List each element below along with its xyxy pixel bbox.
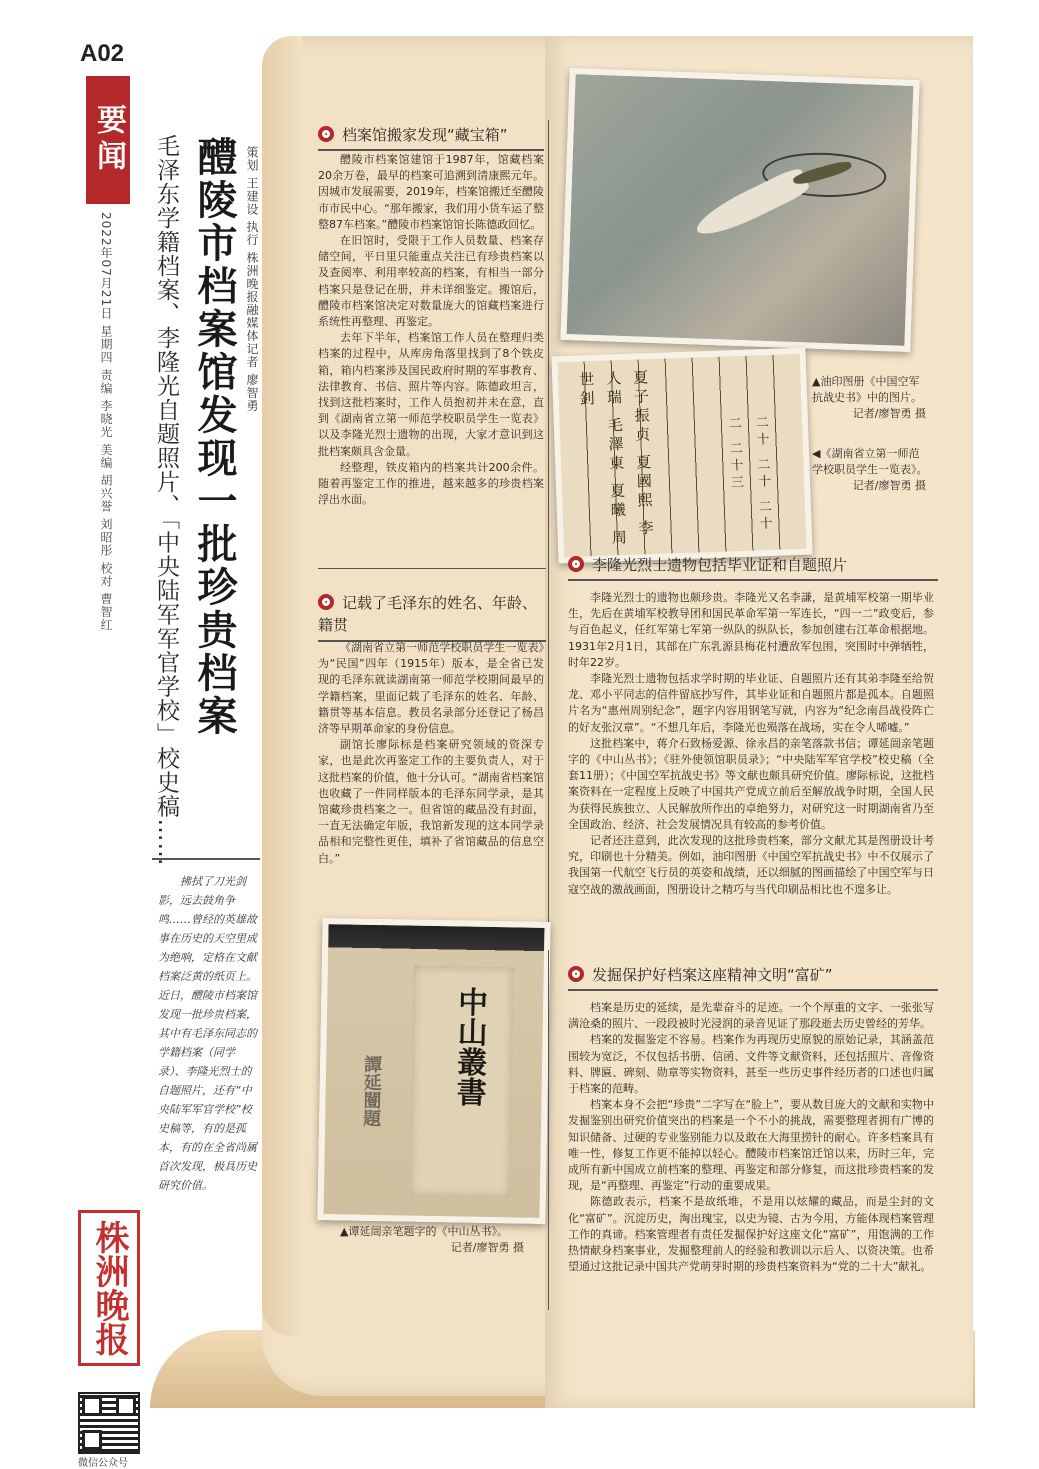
caption-text: ▲油印图册《中国空军抗战史书》中的图片。 (812, 375, 922, 404)
column-divider (548, 950, 549, 1310)
caption-credit: 记者/廖智勇 摄 (852, 479, 926, 492)
paragraph: 档案的发掘鉴定不容易。档案作为再现历史原貌的原始记录，其涵盖范围较为宽泛，不仅包括书册、信函、文件等文献资料，还包括照片、音像资料、牌匾、碑刻、勋章等实物资料，甚至一些历史事件经历者的口述也归属于档案的范畴。 (568, 1033, 934, 1096)
paragraph: 《湖南省立第一师范学校职员学生一览表》为“民国”四年（1915年）版本，是全省已发现的毛泽东就读湖南第一师范学校期间最早的学籍档案，里面记载了毛泽东的姓名、年龄、籍贯等基本信息。教员名录部分还登记了杨昌济等早期革命家的身份信息。 (318, 641, 544, 736)
section-body-1 (318, 152, 544, 508)
caption-text: ◀《湖南省立第一师范学校职员学生一览表》。 (812, 447, 928, 476)
paragraph: 陈德政表示，档案不是故纸堆，不是用以炫耀的藏品，而是尘封的文化“富矿”。沉淀历史，淘出瑰宝，以史为镜、古为今用，方能体现档案管理工作的真谛。档案管理者有责任发掘保护好这座文化“富矿”，用饱满的工作热情献身档案事业，发掘整理前人的经验和教训以示后人、以资决策。也希望通过这批记录中国共产党萌芽时期的珍贵档案资料为“党的二十大”献礼。 (568, 1195, 934, 1274)
paragraph: 记者还注意到，此次发现的这批珍贵档案，部分文献尤其是图册设计考究，印刷也十分精美。例如，油印图册《中国空军抗战史书》中不仅展示了我国第一代航空飞行员的英姿和战绩，还以细腻的图画描绘了中国空军与日寇空战的激战画面，图册设计之精巧与当代印刷品相比也不遑多让。 (568, 834, 934, 896)
intro-text: 拂拭了刀光剑影，远去鼓角争鸣……曾经的英雄故事在历史的天空里成为绝响，定格在文献档案泛黄的纸页上。近日，醴陵市档案馆发现一批珍贵档案，其中有毛泽东同志的学籍档案（同学录）、李隆光烈士的自题照片，还有“中央陆军军官学校”校史稿等，有的是孤本，有的在全省尚属首次发现，极具历史研究价值。 (158, 875, 257, 1192)
section-body-4 (568, 1000, 934, 1275)
paragraph: 去年下半年，档案馆工作人员在整理归类档案的过程中，从库房角落里找到了8个铁皮箱，箱内档案涉及国民政府时期的军事教育、法律教育、书信、照片等内容。陈德政坦言，找到这批档案时，工作人员抱初并未在意，直到《湖南省立第一师范学校职员学生一览表》以及李隆光烈士遗物的出现，大家才意识到这批档案颇具含金量。 (318, 331, 544, 458)
newspaper-logo: 株洲晚报 (78, 1210, 140, 1366)
roster-values: 二十 二十 二十二 二十三 (725, 414, 772, 534)
photo-zhongshan-book (317, 918, 550, 1224)
paragraph: 李隆光烈士的遗物也颇珍贵。李隆光又名李謙，是黄埔军校第一期毕业生，先后在黄埔军校教导团和国民革命军第一军连长，“四一二”政变后，参与百色起义，任红军第七军第一纵队的纵队长，参加创建右江革命根据地。1931年2月1日，其部在广东乳源县梅花村遭敌军包围，突围时中弹牺牲，时年22岁。 (568, 591, 934, 669)
subtitle: 毛泽东学籍档案、李隆光自题照片、「中央陆军军官学校」校史稿…… (153, 134, 179, 867)
paragraph: 档案本身不会把“珍贵”二字写在“脸上”，要从数目庞大的文献和实物中发掘鉴别出研究价值突出的档案是一个不小的挑战，需要整理者拥有广博的知识储备、过硬的专业鉴别能力以及敢在大海里捞针的耐心。许多档案具有唯一性，修复工作更不能掉以轻心。醴陵市档案馆迁馆以来，历时三年，完成所有新中国成立前档案的整理、再鉴定和部分修复，而这批珍贵档案的发现，是“再整理、再鉴定”行动的重要成果。 (568, 1098, 934, 1193)
headline: 醴陵市档案馆发现一批珍贵档案 (191, 136, 237, 738)
bullet-icon (568, 556, 584, 572)
dateline: 2022年07月21日 星期四 责编 李晓光 美编 胡兴誉 刘昭彤 校对 曹智红 (99, 212, 113, 632)
bullet-icon (318, 594, 334, 610)
paragraph: 副馆长廖际标是档案研究领域的资深专家，也是此次再鉴定工作的主要负责人，对于这批档案的价值，他十分认可。“湖南省档案馆也收藏了一件同样版本的毛泽东同学录，是其馆藏珍贵档案之一。但省馆的藏品没有封面，一直无法确定年版，我馆新发现的这本同学录品相和完整性更佳，填补了省馆藏品的信息空白。” (318, 738, 544, 865)
qr-label: 微信公众号 (78, 1458, 128, 1469)
paragraph: 经整理，铁皮箱内的档案共计200余件。随着再鉴定工作的推进，越来越多的珍贵档案浮出水面。 (318, 460, 544, 507)
paragraph: 李隆光烈士遗物包括求学时期的毕业证、自题照片还有其弟李隆至给贺龙、邓小平同志的信件留底抄写件，其毕业证和自题照片都是孤本。自题照片名为“惠州周别纪念”，题字内容用钢笔写就，内容为“纪念南昌战役阵亡的好友张汉章”。“不想几年后，李隆光也殒落在战场，实在令人唏嘘。” (568, 672, 934, 734)
section-heading-4: 发掘保护好档案这座精神文明“富矿” (568, 964, 938, 985)
qr-code[interactable] (78, 1392, 140, 1454)
section-heading-3: 李隆光烈士遗物包括毕业证和自题照片 (568, 554, 938, 575)
credits: 策划 王建设 执行 株洲晚报融媒体记者 廖智勇 (245, 146, 259, 413)
caption-credit: 记者/廖智勇 摄 (852, 407, 926, 420)
section-heading-2: 记载了毛泽东的姓名、年龄、籍贯 (318, 592, 546, 636)
book-cover-title: 中山叢書 (450, 986, 488, 1107)
paragraph: 醴陵市档案馆建馆于1987年，馆藏档案20余万卷，最早的档案可追溯到清康熙元年。因城市发展需要，2019年，档案馆搬迁至醴陵市市民中心。“那年搬家，我们用小货车运了整整87车档案。”醴陵市档案馆馆长陈德政回忆。 (318, 153, 544, 231)
book-stamp: 譚延闓題 (360, 1054, 383, 1128)
section-divider (318, 568, 546, 569)
caption-book (340, 1224, 540, 1256)
photo-air-force-book (560, 68, 919, 352)
bullet-icon (318, 126, 334, 142)
section-body-3 (568, 590, 934, 898)
section-body-2 (318, 640, 544, 867)
roster-names: 夏子振贞 夏國熙 李人瑞 毛澤東 夏曦 周世釗 (577, 369, 655, 549)
section-heading-1: 档案馆搬家发现“藏宝箱” (318, 124, 544, 145)
bullet-icon (568, 966, 584, 982)
paragraph: 档案是历史的延续，是先辈奋斗的足迹。一个个厚重的文字、一张张写满沧桑的照片、一段段被时光浸润的录音见证了那段逝去历史曾经的芳华。 (568, 1001, 934, 1031)
caption-plane (812, 374, 930, 422)
caption-credit: 记者/廖智勇 摄 (450, 1241, 524, 1254)
page-number: A02 (80, 40, 125, 67)
photo-student-roster (551, 348, 812, 564)
caption-text: ▲谭延闿亲笔题字的《中山丛书》。 (340, 1225, 508, 1238)
book-page-curl (262, 36, 302, 1336)
section-tag: 要闻 (86, 76, 130, 204)
caption-roster (812, 446, 930, 494)
paragraph: 在旧馆时，受限于工作人员数量、档案存储空间，平日里只能重点关注已有珍贵档案以及查阅率、利用率较高的档案，有相当一部分档案只是登记在册，并未详细鉴定。搬馆后，醴陵市档案馆决定对数量庞大的馆藏档案进行系统性再整理、再鉴定。 (318, 234, 544, 329)
column-divider (548, 560, 549, 940)
paragraph: 这批档案中，蒋介石致杨爱源、徐永昌的亲笔落款书信；谭延闿亲笔题字的《中山丛书》；《驻外使领馆职员录》；“中央陆军军官学校”校史稿（全套11册）；《中国空军抗战史书》等文献也颇具研究价值。廖际标说，这批档案资料在一定程度上反映了中国共产党成立前后至解放战争时期，全国人民为获得民族独立、人民解放所作出的卓绝努力，对研究这一时期湖南省乃至全国政治、经济、社会发展情况具有较高的参考价值。 (568, 736, 934, 831)
column-divider (548, 120, 549, 560)
